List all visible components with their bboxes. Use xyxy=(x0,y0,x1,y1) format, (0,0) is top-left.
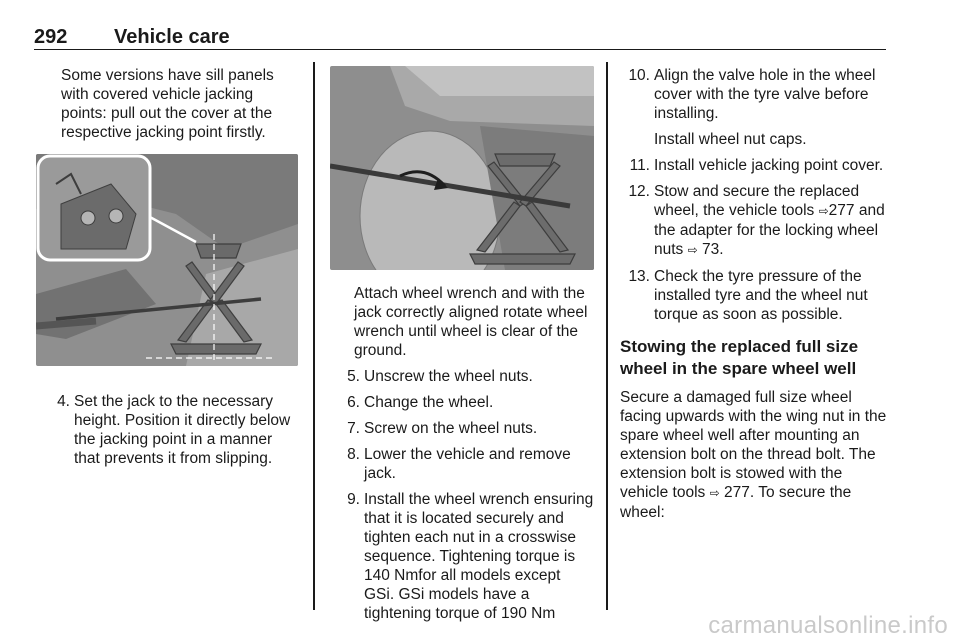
text-run: . To secure the wheel: xyxy=(620,484,852,521)
step-text: Check the tyre pressure of the installed tyre and the wheel nut torque as soon as possible. xyxy=(654,268,868,323)
step-7 xyxy=(330,419,594,438)
step-number: 7. xyxy=(347,420,360,437)
step-text xyxy=(654,182,888,260)
column-2 xyxy=(330,66,594,623)
watermark: carmanualsonline.info xyxy=(708,612,948,639)
step-number: 13. xyxy=(628,268,650,285)
page-reference-link[interactable]: 73 xyxy=(701,241,720,258)
step-4 xyxy=(40,392,302,468)
section-title: Vehicle care xyxy=(114,26,230,48)
step-number: 5. xyxy=(347,368,360,385)
column-divider xyxy=(606,62,608,610)
column-1 xyxy=(40,66,302,468)
step-note: Install wheel nut caps. xyxy=(654,131,807,148)
step-text: Install vehicle jacking point cover. xyxy=(654,157,884,174)
page-reference-icon: ⇨ xyxy=(818,204,829,218)
step-number: 6. xyxy=(347,394,360,411)
step-6 xyxy=(330,393,594,412)
text-run: Secure a damaged full size wheel facing upwards with the wing nut in the spare wheel well after mounting an extension bolt on the thread bolt. The extension bolt is stowed with the vehicle tools xyxy=(620,389,887,501)
step-text: Screw on the wheel nuts. xyxy=(364,420,538,437)
page-reference-icon: ⇨ xyxy=(687,243,698,257)
step-number: 10. xyxy=(628,67,650,84)
page-reference-link[interactable]: 277 xyxy=(828,202,855,219)
jacking-point-illustration xyxy=(36,154,298,366)
figure-caption: Attach wheel wrench and with the jack correctly aligned rotate wheel wrench until wheel is clear of the ground. xyxy=(354,285,588,359)
step-9 xyxy=(330,490,594,623)
step-number: 8. xyxy=(347,446,360,463)
step-11 xyxy=(620,156,888,175)
step-text: Lower the vehicle and remove jack. xyxy=(364,446,571,482)
step-text: Align the valve hole in the wheel cover with the tyre valve before installing. xyxy=(654,67,876,122)
step-text: Change the wheel. xyxy=(364,394,494,411)
page-reference-link[interactable]: 277 xyxy=(723,484,750,501)
step-text: Install the wheel wrench ensuring that it is located securely and tighten each nut in a crosswise sequence. Tightening torque is 140 Nmfor all models except GSi. GSi models have a tightening torque of 190 Nm xyxy=(364,491,594,622)
column-3 xyxy=(620,66,888,522)
text-run: Stow and secure the replaced wheel, the vehicle tools xyxy=(654,183,860,219)
step-12 xyxy=(620,182,888,260)
text-run: . xyxy=(719,241,724,258)
page-number: 292 xyxy=(34,26,68,48)
step-13 xyxy=(620,267,888,324)
step-number: 12. xyxy=(628,183,650,200)
step-5 xyxy=(330,367,594,386)
step-text: Unscrew the wheel nuts. xyxy=(364,368,533,385)
step-number: 11. xyxy=(629,157,650,174)
sub-heading: Stowing the replaced full size wheel in the spare wheel well xyxy=(620,337,859,378)
text-run: and the adapter for the locking wheel nuts xyxy=(654,202,885,258)
intro-paragraph: Some versions have sill panels with covered vehicle jacking points: pull out the cover at the respective jacking point firstly. xyxy=(61,67,274,141)
wheel-wrench-jack-illustration xyxy=(330,66,594,270)
column-divider xyxy=(313,62,315,610)
page-reference-icon: ⇨ xyxy=(709,486,720,500)
step-number: 9. xyxy=(347,491,360,508)
step-text: Set the jack to the necessary height. Position it directly below the jacking point in a manner that prevents it from slipping. xyxy=(74,393,291,467)
step-10 xyxy=(620,66,888,149)
step-number: 4. xyxy=(57,393,70,410)
page-header xyxy=(34,26,886,50)
body-paragraph xyxy=(620,388,888,522)
step-8 xyxy=(330,445,594,483)
